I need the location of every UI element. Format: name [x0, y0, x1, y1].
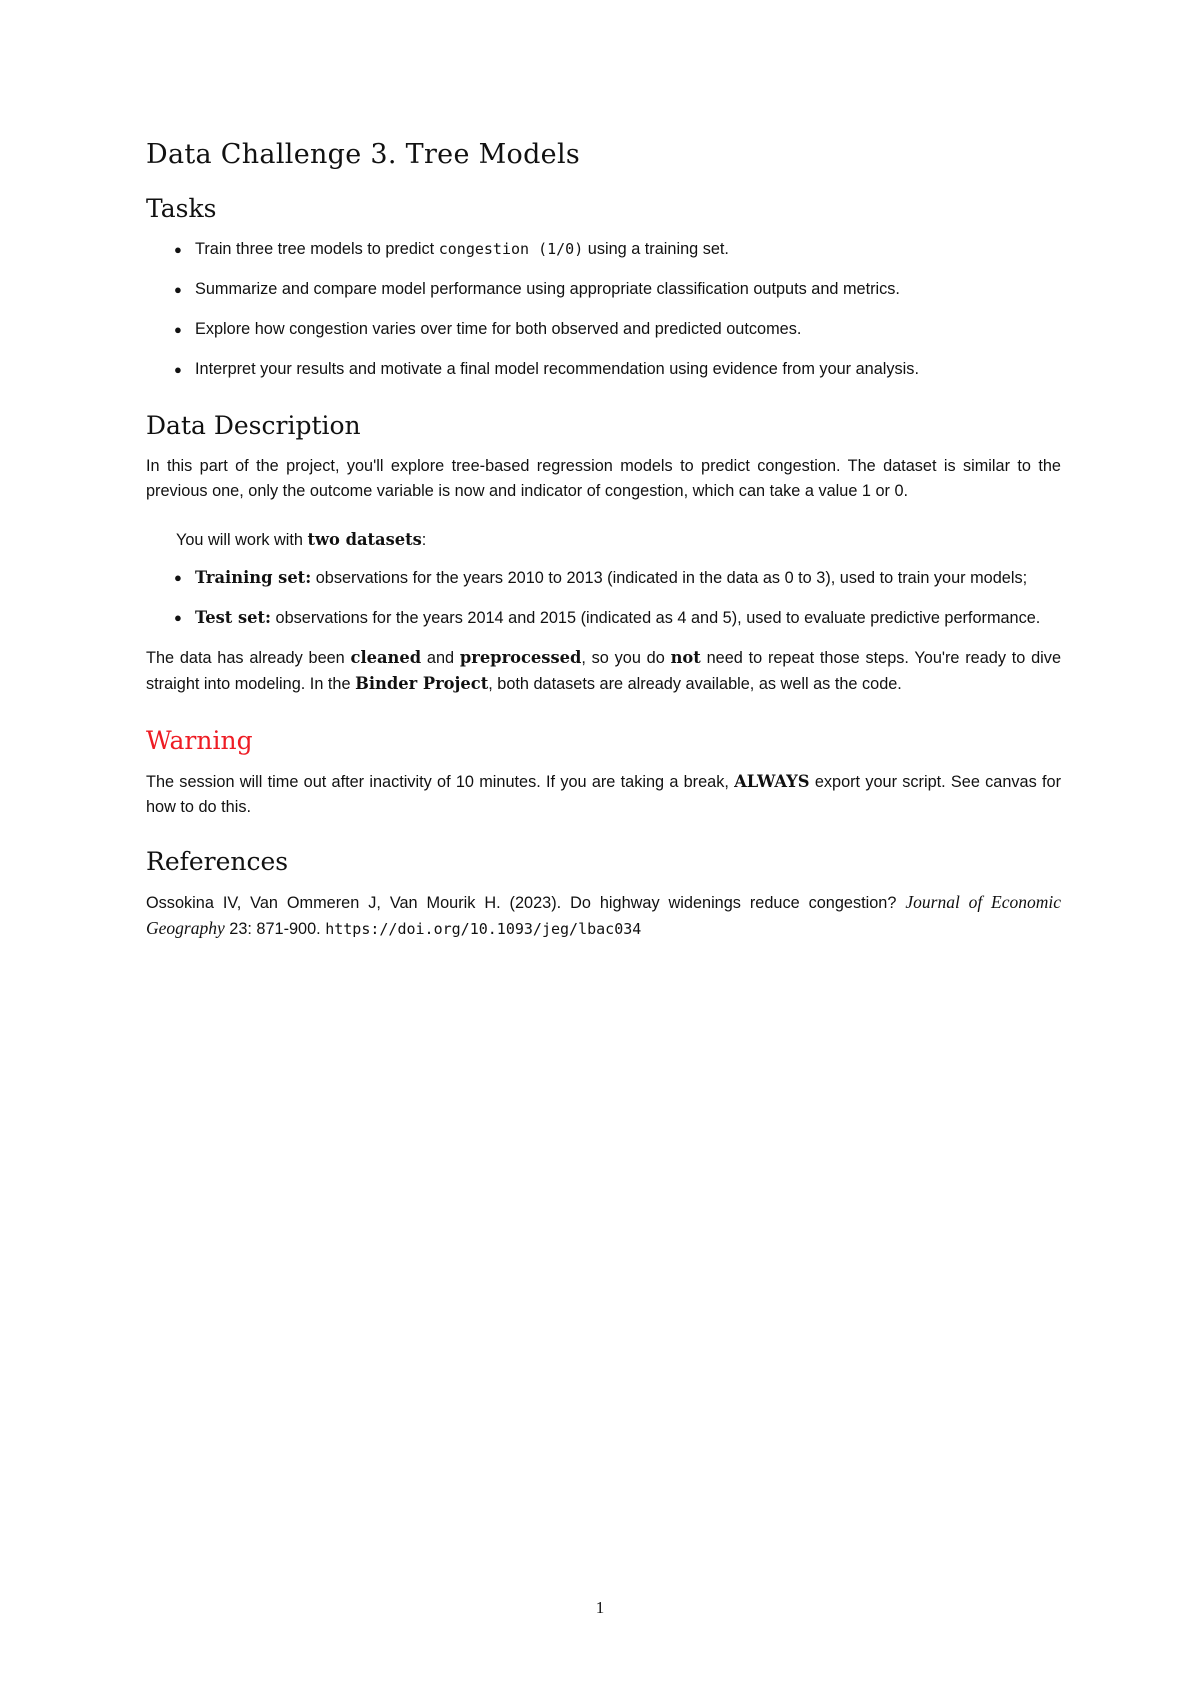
datasets-intro: You will work with two datasets:: [176, 530, 427, 549]
data-description-paragraph: In this part of the project, you'll explore tree-based regression models to predict congestion. The dataset is similar to the previous one, only the outcome variable is now and indicator of congestion, which can take a value 1 or 0.: [146, 457, 1061, 500]
document-body: [146, 138, 1061, 942]
bullet-icon: ●: [174, 362, 182, 377]
page-number: 1: [595, 1598, 605, 1617]
references-heading: References: [146, 847, 289, 876]
data-description-heading: Data Description: [146, 411, 361, 440]
preprocessing-note: The data has already been cleaned and preprocessed, so you do not need to repeat those steps. You're ready to dive straight into modeling. In the Binder Project, both datasets are already available, as well as the code.: [146, 648, 1061, 693]
dataset-item-test: ● Test set: observations for the years 2014 and 2015 (indicated as 4 and 5), used to evaluate predictive performance.: [146, 605, 1061, 631]
task-item: ● Interpret your results and motivate a final model recommendation using evidence from your analysis.: [146, 357, 1061, 382]
document-title: Data Challenge 3. Tree Models: [146, 139, 581, 170]
bullet-icon: ●: [174, 282, 182, 297]
dataset-item-training: ● Training set: observations for the years 2010 to 2013 (indicated in the data as 0 to 3), used to train your models;: [146, 565, 1061, 591]
tasks-list: [146, 237, 1061, 382]
task-item: ● Summarize and compare model performance using appropriate classification outputs and metrics.: [146, 277, 1061, 302]
warning-text: The session will time out after inactivity of 10 minutes. If you are taking a break, ALWAYS export your script. See canvas for how to do this.: [146, 772, 1061, 816]
reference-citation: Ossokina IV, Van Ommeren J, Van Mourik H. (2023). Do highway widenings reduce congestion? Journal of Economic Geography 23: 871-900. https://doi.org/10.1093/jeg/lbac034: [146, 892, 1061, 938]
task-item: ● Train three tree models to predict congestion (1/0) using a training set.: [146, 237, 1061, 262]
bullet-icon: ●: [174, 610, 182, 625]
datasets-list: [146, 565, 1061, 631]
task-item: ● Explore how congestion varies over time for both observed and predicted outcomes.: [146, 317, 1061, 342]
tasks-heading: Tasks: [146, 194, 217, 223]
bullet-icon: ●: [174, 242, 182, 257]
doi-link[interactable]: https://doi.org/10.1093/jeg/lbac034: [325, 920, 642, 938]
warning-heading: Warning: [146, 726, 253, 755]
bullet-icon: ●: [174, 322, 182, 337]
bullet-icon: ●: [174, 570, 182, 585]
